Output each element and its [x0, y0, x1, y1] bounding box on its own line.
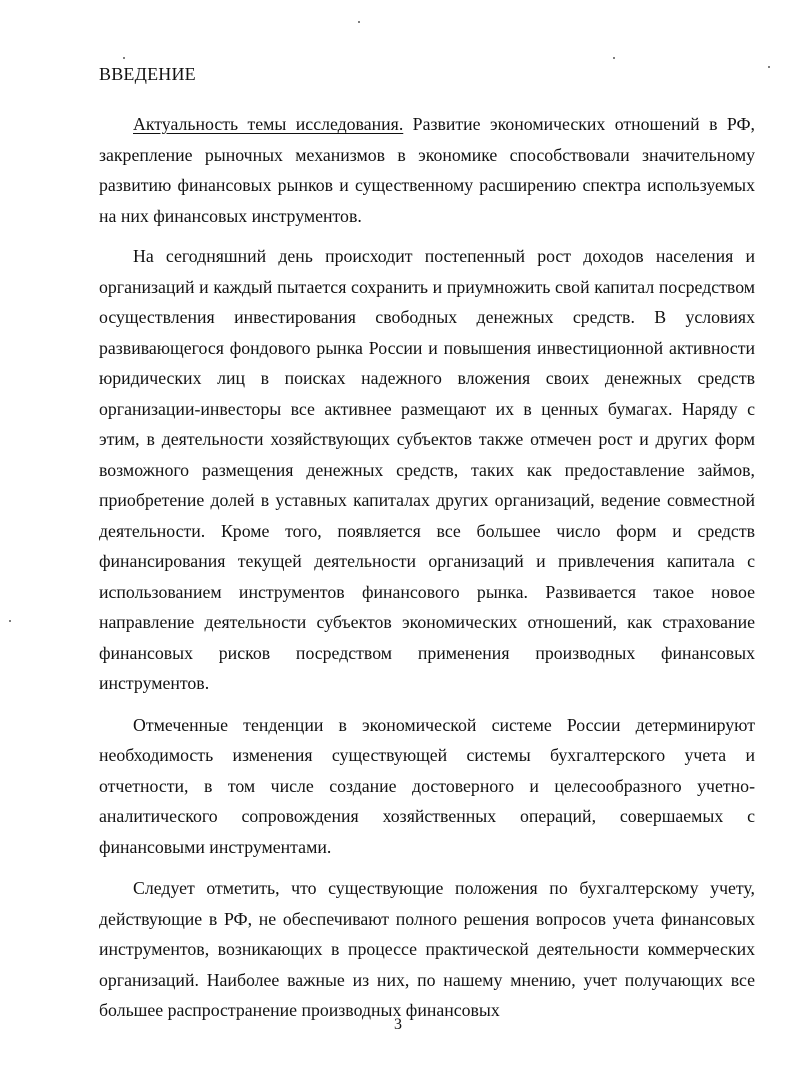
paragraph-3: Отмеченные тенденции в экономической системе России детерминируют необходимость изменения существующей системы бухгалтерского учета и отчетности, в том числе создание достоверного и целесообразного учетно-аналитического сопровождения хозяйственных операций, совершаемых с финансовыми инструментами. [99, 714, 755, 857]
section-heading: ВВЕДЕНИЕ [99, 64, 196, 84]
scan-speck [9, 620, 11, 622]
paragraph-2: На сегодняшний день происходит постепенный рост доходов населения и организаций и каждый пытается сохранить и приумножить свой капитал посредством осуществления инвестирования свободных денежных средств. В условиях развивающегося фондового рынка России и повышения инвестиционной активности юридических лиц в поисках надежного вложения своих денежных средств организации-инвесторы все активнее размещают их в ценных бумагах. Наряду с этим, в деятельности хозяйствующих субъектов также отмечен рост и других форм возможного размещения денежных средств, таких как предоставление займов, приобретение долей в уставных капиталах других организаций, ведение совместной деятельности. Кроме того, появляется все большее число форм и средств финансирования текущей деятельности организаций и привлечения капитала с использованием инструментов финансового рынка. Развивается такое новое направление деятельности субъектов экономических отношений, как страхование финансовых рисков посредством применения производных финансовых инструментов. [99, 246, 755, 693]
paragraph-4: Следует отметить, что существующие положения по бухгалтерскому учету, действующие в РФ, не обеспечивают полного решения вопросов учета финансовых инструментов, возникающих в процессе практической деятельности коммерческих организаций. Наиболее важные из них, по нашему мнению, учет получающих все большее распространение производных финансовых [99, 878, 755, 1020]
paragraph-1 [99, 109, 755, 231]
paragraph-1-text: Развитие экономических отношений в РФ, закрепление рыночных механизмов в экономике способствовали значительному развитию финансовых рынков и существенному расширению спектра используемых на них финансовых инструментов. [99, 114, 755, 226]
scan-speck [123, 57, 125, 59]
scan-speck [768, 66, 770, 68]
scan-speck [358, 21, 360, 23]
page-number: 3 [394, 1016, 402, 1033]
body-text [99, 109, 755, 1037]
scan-speck [613, 57, 615, 59]
relevance-label: Актуальность темы исследования. [133, 114, 404, 134]
